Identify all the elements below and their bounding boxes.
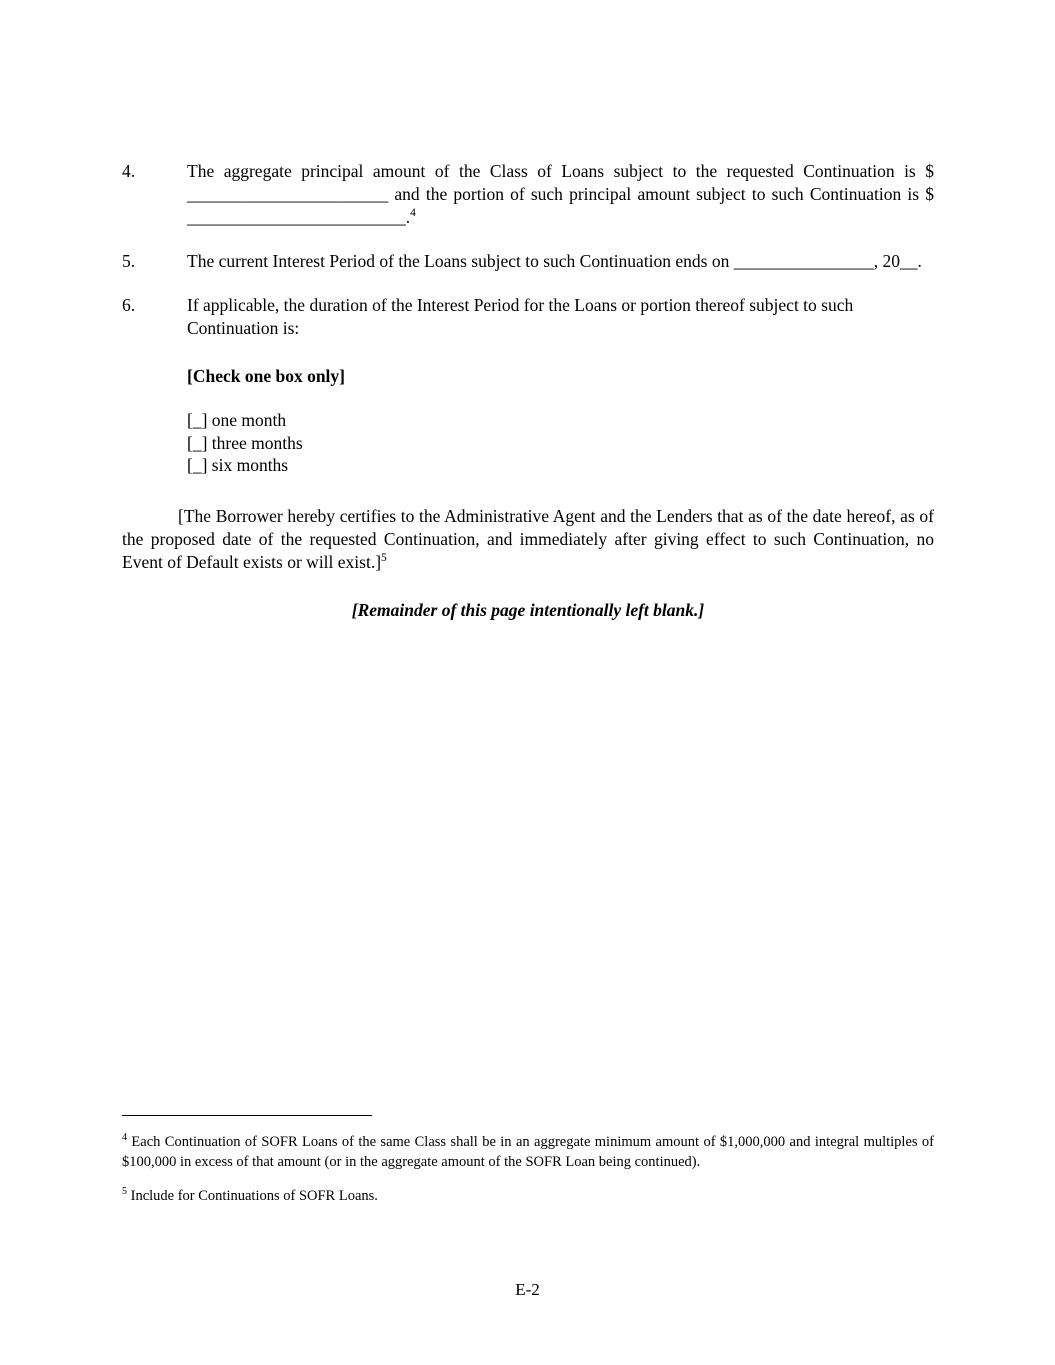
footnote-marker-4: 4 — [410, 207, 416, 220]
footnote-text: Include for Continuations of SOFR Loans. — [130, 1188, 378, 1204]
clause-item-6 — [122, 294, 934, 340]
clause-text: The current Interest Period of the Loans subject to such Continuation ends on ________________, 20__. — [187, 251, 922, 271]
clause-number: 5. — [122, 251, 136, 271]
page-number: E-2 — [515, 1280, 540, 1299]
footnote-separator-rule — [122, 1115, 372, 1116]
footnote-4 — [122, 1132, 934, 1172]
checkbox-option-one-month[interactable]: [_] one month — [187, 410, 287, 430]
remainder-notice: [Remainder of this page intentionally left blank.] — [351, 599, 705, 620]
checkbox-option-six-months[interactable]: [_] six months — [187, 455, 289, 475]
footnote-number: 5 — [122, 1186, 127, 1198]
document-body — [122, 160, 934, 621]
footnotes-section — [122, 1115, 934, 1220]
check-one-box-heading: [Check one box only] — [187, 366, 345, 386]
certification-paragraph — [122, 505, 934, 574]
footnote-number: 4 — [122, 1132, 127, 1144]
footnote-marker-5: 5 — [381, 551, 387, 564]
certification-text: [The Borrower hereby certifies to the Administrative Agent and the Lenders that as of the date hereof, as of the proposed date of the requested Continuation, and immediately after giving effect to such Continuation, no Event of Default exists or will exist.] — [122, 505, 934, 572]
clause-text-body: The aggregate principal amount of the Class of Loans subject to the requested Continuation is $ _______________________ and the portion of such principal amount subject to such Continuation is $ _________________________. — [187, 161, 934, 227]
footnote-text: Each Continuation of SOFR Loans of the same Class shall be in an aggregate minimum amount of $1,000,000 and integral multiples of $100,000 in excess of that amount (or in the aggregate amount of the SOFR Loan being continued). — [122, 1134, 935, 1170]
clause-text — [187, 160, 934, 229]
clause-item-4 — [122, 160, 934, 229]
checkbox-option-three-months[interactable]: [_] three months — [187, 432, 303, 453]
clause-number: 6. — [122, 295, 136, 315]
footnote-5 — [122, 1186, 934, 1206]
checkbox-options — [187, 409, 934, 477]
clause-number: 4. — [122, 161, 136, 181]
clause-item-5 — [122, 250, 934, 273]
clause-text: If applicable, the duration of the Interest Period for the Loans or portion thereof subject to such Continuation is: — [187, 295, 854, 338]
